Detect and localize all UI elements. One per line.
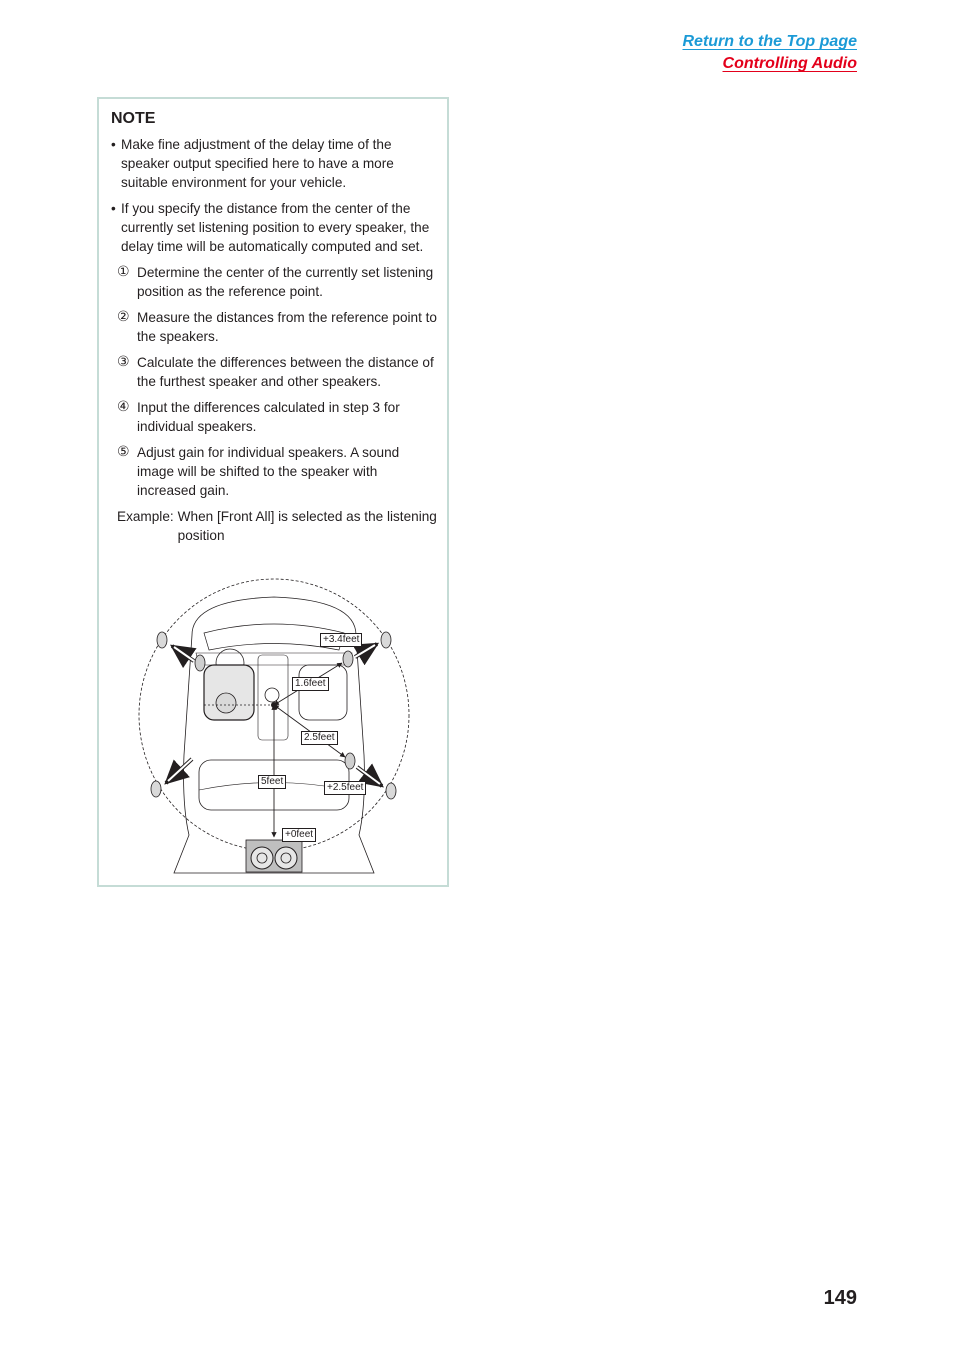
virtual-speaker-rear-left — [151, 781, 161, 797]
header-links — [682, 31, 857, 75]
subwoofer-distance-label: 5feet — [258, 775, 286, 789]
step-item — [117, 353, 437, 391]
virtual-speaker-front-right — [381, 632, 391, 648]
step-text: Adjust gain for individual speakers. A sound image will be shifted to the speaker with increased gain. — [137, 445, 400, 498]
note-bullet — [111, 135, 437, 192]
example-text: When [Front All] is selected as the listening position — [177, 509, 437, 543]
step-text: Input the differences calculated in step 3 for individual speakers. — [137, 400, 400, 434]
rear-right-delay-label: +2.5feet — [324, 781, 366, 795]
step-list — [117, 263, 437, 500]
subwoofer-delay-label: +0feet — [282, 828, 316, 842]
virtual-speaker-rear-right — [386, 783, 396, 799]
center-console — [258, 655, 288, 740]
controlling-audio-link[interactable]: Controlling Audio — [722, 55, 857, 72]
virtual-speaker-front-left — [157, 632, 167, 648]
step-item — [117, 443, 437, 500]
step-number: ④ — [117, 399, 130, 415]
step-item — [117, 398, 437, 436]
speaker-front-right — [343, 651, 353, 667]
bullet-dot: • — [111, 137, 116, 152]
step-item — [117, 263, 437, 301]
car-top-view-illustration — [134, 575, 414, 880]
speaker-layout-diagram — [134, 575, 414, 880]
example-label: Example: — [117, 509, 174, 524]
step-number: ② — [117, 309, 130, 325]
page-number: 149 — [823, 1287, 857, 1309]
step-number: ③ — [117, 354, 130, 370]
step-text: Measure the distances from the reference point to the speakers. — [137, 310, 437, 344]
step-text: Determine the center of the currently set listening position as the reference point. — [137, 265, 434, 299]
bullet-dot: • — [111, 201, 116, 216]
speaker-rear-right — [345, 753, 355, 769]
subwoofer-cone-left — [251, 847, 273, 869]
note-title: NOTE — [111, 110, 156, 127]
step-text: Calculate the differences between the distance of the furthest speaker and other speakers. — [137, 355, 434, 389]
example — [117, 507, 437, 545]
subwoofer-cone-right — [275, 847, 297, 869]
front-right-seat — [299, 665, 347, 720]
step-item — [117, 308, 437, 346]
step-number: ① — [117, 264, 130, 280]
front-right-delay-label: +3.4feet — [320, 633, 362, 647]
front-right-distance-label: 2.5feet — [301, 731, 338, 745]
note-body — [111, 135, 437, 545]
front-left-distance-label: 1.6feet — [292, 677, 329, 691]
return-to-top-link[interactable]: Return to the Top page — [682, 33, 857, 50]
note-bullet — [111, 199, 437, 256]
step-number: ⑤ — [117, 444, 130, 460]
passenger-head — [265, 688, 279, 702]
driver-head — [216, 693, 236, 713]
note-bullet-text: Make fine adjustment of the delay time of the speaker output specified here to have a more suitable environment for your vehicle. — [121, 137, 394, 190]
note-bullet-text: If you specify the distance from the center of the currently set listening position to every speaker, the delay time will be automatically computed and set. — [121, 201, 430, 254]
